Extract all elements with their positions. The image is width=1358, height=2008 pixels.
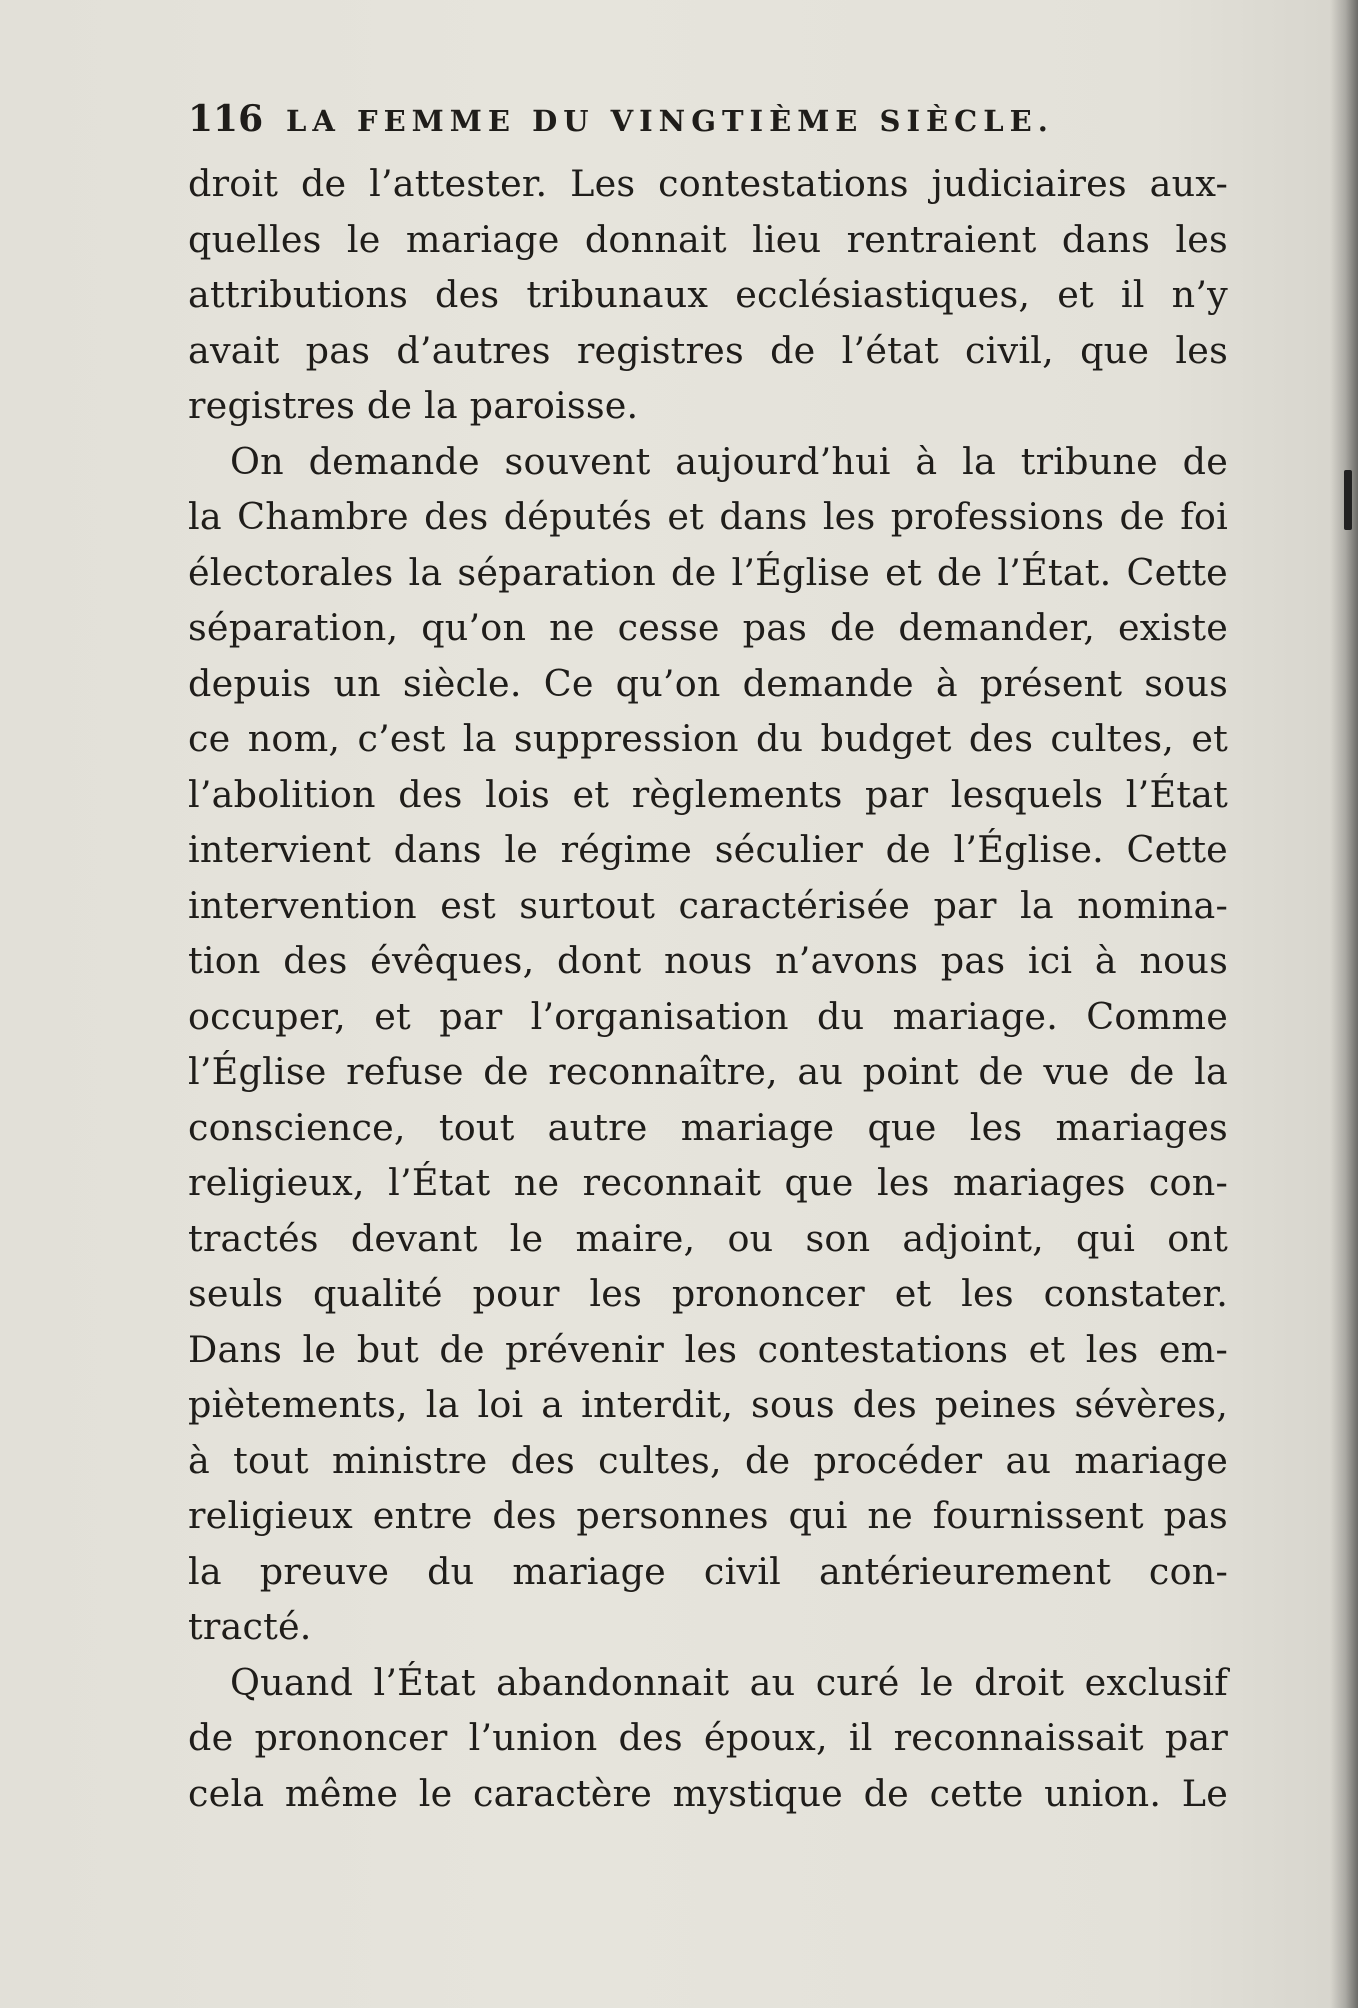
- text-line: piètements, la loi a interdit, sous des peines sévères,: [188, 1383, 1228, 1426]
- page-text: [188, 98, 1228, 1821]
- text-line: quelles le mariage donnait lieu rentraient dans les: [188, 217, 1228, 261]
- text-line: registres de la paroisse.: [188, 384, 639, 427]
- text-line: attributions des tribunaux ecclésiastiques, et il n’y: [188, 273, 1228, 316]
- text-line: intervient dans le régime séculier de l’Église. Cette: [188, 828, 1228, 871]
- binding-mark: [1344, 470, 1352, 530]
- text-line: conscience, tout autre mariage que les mariages: [188, 1105, 1228, 1149]
- paragraph-2: [188, 434, 1228, 1655]
- text-line: tractés devant le maire, ou son adjoint, qui ont: [188, 1216, 1228, 1260]
- text-line: séparation, qu’on ne cesse pas de demander, existe: [188, 606, 1228, 649]
- text-line: l’Église refuse de reconnaître, au point de vue de la: [188, 1050, 1228, 1093]
- text-line: Quand l’État abandonnait au curé le droit exclusif: [230, 1660, 1228, 1704]
- text-line: cela même le caractère mystique de cette union. Le: [188, 1771, 1228, 1815]
- page-number: 116: [188, 98, 264, 140]
- text-line: depuis un siècle. Ce qu’on demande à présent sous: [188, 661, 1228, 705]
- running-head: [188, 98, 1228, 146]
- text-line: ce nom, c’est la suppression du budget des cultes, et: [188, 717, 1228, 760]
- text-line: à tout ministre des cultes, de procéder au mariage: [188, 1438, 1228, 1482]
- text-line: tracté.: [188, 1605, 312, 1648]
- text-line: droit de l’attester. Les contestations judiciaires aux-: [188, 162, 1228, 205]
- text-line: Dans le but de prévenir les contestations et les em-: [188, 1327, 1228, 1371]
- text-line: intervention est surtout caractérisée par la nomina-: [188, 883, 1228, 927]
- page-edge-shadow: [1330, 0, 1358, 2008]
- text-line: seuls qualité pour les prononcer et les constater.: [188, 1272, 1228, 1315]
- text-line: de prononcer l’union des époux, il reconnaissait par: [188, 1716, 1228, 1759]
- paragraph-1: [188, 156, 1228, 434]
- text-line: avait pas d’autres registres de l’état civil, que les: [188, 328, 1228, 372]
- paragraph-3: [188, 1655, 1228, 1822]
- text-line: la Chambre des députés et dans les professions de foi: [188, 495, 1228, 538]
- text-line: On demande souvent aujourd’hui à la tribune de: [230, 439, 1228, 483]
- text-line: la preuve du mariage civil antérieurement con-: [188, 1549, 1228, 1593]
- text-line: l’abolition des lois et règlements par lesquels l’État: [188, 772, 1228, 816]
- running-title: LA FEMME DU VINGTIÈME SIÈCLE.: [286, 104, 1054, 138]
- text-line: religieux, l’État ne reconnait que les mariages con-: [188, 1161, 1228, 1204]
- text-line: tion des évêques, dont nous n’avons pas ici à nous: [188, 939, 1228, 982]
- text-line: électorales la séparation de l’Église et de l’État. Cette: [188, 550, 1228, 594]
- text-line: religieux entre des personnes qui ne fournissent pas: [188, 1494, 1228, 1537]
- text-line: occuper, et par l’organisation du mariage. Comme: [188, 994, 1228, 1038]
